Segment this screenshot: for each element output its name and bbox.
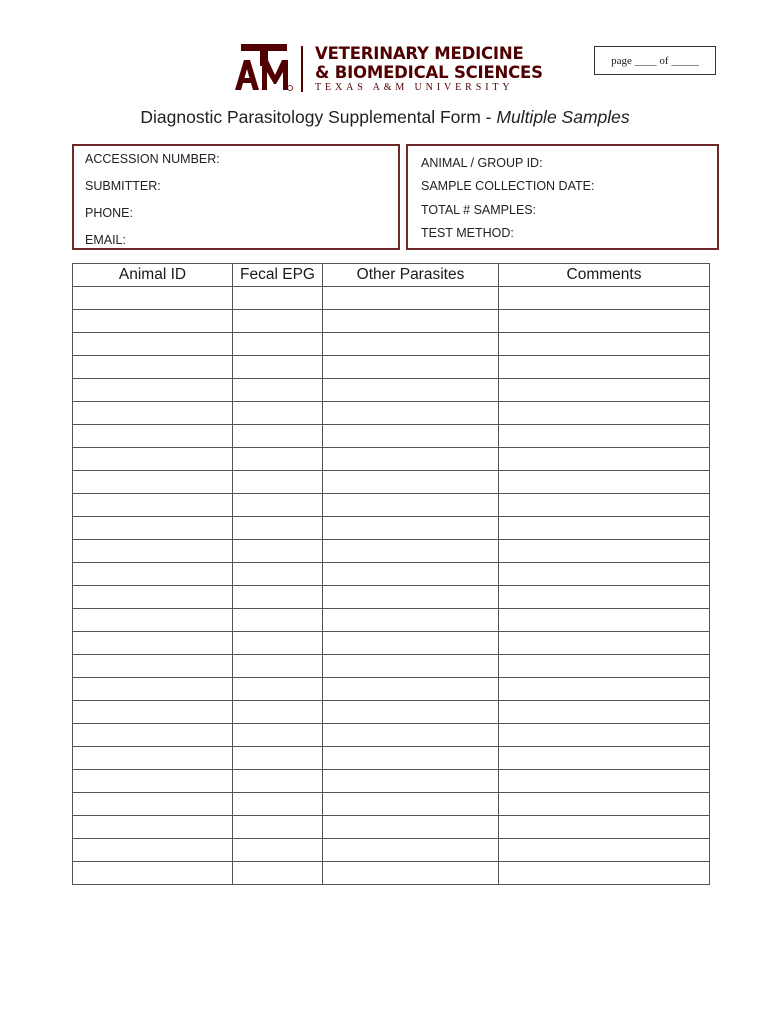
other-parasites-cell[interactable] — [323, 609, 499, 632]
other-parasites-cell[interactable] — [323, 747, 499, 770]
logo-line-3: TEXAS A&M UNIVERSITY — [315, 82, 514, 93]
fecal-epg-cell[interactable] — [233, 402, 323, 425]
logo-line-1: VETERINARY MEDICINE — [315, 44, 524, 63]
comments-cell[interactable] — [499, 701, 710, 724]
other-parasites-cell[interactable] — [323, 563, 499, 586]
fecal-epg-cell[interactable] — [233, 448, 323, 471]
animal-id-cell[interactable] — [73, 425, 233, 448]
comments-cell[interactable] — [499, 310, 710, 333]
table-header-row — [73, 264, 710, 287]
fecal-epg-cell[interactable] — [233, 770, 323, 793]
animal-id-cell[interactable] — [73, 609, 233, 632]
table-row — [73, 310, 710, 333]
comments-cell[interactable] — [499, 747, 710, 770]
comments-cell[interactable] — [499, 839, 710, 862]
table-row — [73, 839, 710, 862]
test-method-field[interactable]: TEST METHOD: — [421, 226, 514, 240]
other-parasites-cell[interactable] — [323, 287, 499, 310]
comments-cell[interactable] — [499, 471, 710, 494]
other-parasites-cell[interactable] — [323, 356, 499, 379]
form-title-emphasis: Multiple Samples — [496, 107, 630, 127]
fecal-epg-cell[interactable] — [233, 517, 323, 540]
other-parasites-cell[interactable] — [323, 517, 499, 540]
animal-id-cell[interactable] — [73, 540, 233, 563]
fecal-epg-cell[interactable] — [233, 563, 323, 586]
fecal-epg-cell[interactable] — [233, 816, 323, 839]
fecal-epg-cell[interactable] — [233, 632, 323, 655]
fecal-epg-cell[interactable] — [233, 839, 323, 862]
other-parasites-cell[interactable] — [323, 586, 499, 609]
fecal-epg-cell[interactable] — [233, 586, 323, 609]
comments-cell[interactable] — [499, 678, 710, 701]
atm-logo-icon — [235, 44, 293, 92]
fecal-epg-cell[interactable] — [233, 747, 323, 770]
table-row — [73, 747, 710, 770]
other-parasites-cell[interactable] — [323, 724, 499, 747]
table-row — [73, 333, 710, 356]
comments-cell[interactable] — [499, 425, 710, 448]
total-samples-field[interactable]: TOTAL # SAMPLES: — [421, 203, 537, 217]
animal-id-cell[interactable] — [73, 563, 233, 586]
column-header-fecal-epg: Fecal EPG — [233, 264, 323, 287]
accession-number-field[interactable]: ACCESSION NUMBER: — [85, 152, 220, 166]
comments-cell[interactable] — [499, 287, 710, 310]
fecal-epg-cell[interactable] — [233, 310, 323, 333]
animal-id-cell[interactable] — [73, 356, 233, 379]
table-row — [73, 701, 710, 724]
comments-cell[interactable] — [499, 632, 710, 655]
animal-id-cell[interactable] — [73, 678, 233, 701]
animal-id-cell[interactable] — [73, 747, 233, 770]
other-parasites-cell[interactable] — [323, 310, 499, 333]
other-parasites-cell[interactable] — [323, 494, 499, 517]
animal-id-cell[interactable] — [73, 862, 233, 885]
table-row — [73, 517, 710, 540]
other-parasites-cell[interactable] — [323, 678, 499, 701]
comments-cell[interactable] — [499, 770, 710, 793]
table-row — [73, 287, 710, 310]
other-parasites-cell[interactable] — [323, 379, 499, 402]
logo-divider — [301, 46, 303, 92]
table-row — [73, 586, 710, 609]
table-row — [73, 563, 710, 586]
phone-field[interactable]: PHONE: — [85, 206, 133, 220]
animal-id-cell[interactable] — [73, 655, 233, 678]
other-parasites-cell[interactable] — [323, 540, 499, 563]
animal-id-cell[interactable] — [73, 333, 233, 356]
animal-id-cell[interactable] — [73, 471, 233, 494]
animal-id-cell[interactable] — [73, 586, 233, 609]
comments-cell[interactable] — [499, 586, 710, 609]
table-row — [73, 862, 710, 885]
animal-id-cell[interactable] — [73, 287, 233, 310]
other-parasites-cell[interactable] — [323, 770, 499, 793]
column-header-comments: Comments — [499, 264, 710, 287]
fecal-epg-cell[interactable] — [233, 356, 323, 379]
fecal-epg-cell[interactable] — [233, 793, 323, 816]
sample-info-box — [406, 144, 719, 250]
fecal-epg-cell[interactable] — [233, 701, 323, 724]
comments-cell[interactable] — [499, 517, 710, 540]
form-title — [0, 107, 770, 128]
animal-id-cell[interactable] — [73, 770, 233, 793]
animal-group-id-field[interactable]: ANIMAL / GROUP ID: — [421, 156, 543, 170]
fecal-epg-cell[interactable] — [233, 494, 323, 517]
animal-id-cell[interactable] — [73, 816, 233, 839]
comments-cell[interactable] — [499, 655, 710, 678]
fecal-epg-cell[interactable] — [233, 862, 323, 885]
submitter-info-box — [72, 144, 400, 250]
other-parasites-cell[interactable] — [323, 632, 499, 655]
table-row — [73, 448, 710, 471]
other-parasites-cell[interactable] — [323, 333, 499, 356]
table-row — [73, 632, 710, 655]
fecal-epg-cell[interactable] — [233, 678, 323, 701]
other-parasites-cell[interactable] — [323, 816, 499, 839]
comments-cell[interactable] — [499, 402, 710, 425]
animal-id-cell[interactable] — [73, 632, 233, 655]
animal-id-cell[interactable] — [73, 402, 233, 425]
submitter-field[interactable]: SUBMITTER: — [85, 179, 161, 193]
comments-cell[interactable] — [499, 333, 710, 356]
column-header-other-parasites: Other Parasites — [323, 264, 499, 287]
email-field[interactable]: EMAIL: — [85, 233, 126, 247]
logo-line-2: & BIOMEDICAL SCIENCES — [315, 63, 543, 82]
table-row — [73, 678, 710, 701]
other-parasites-cell[interactable] — [323, 402, 499, 425]
fecal-epg-cell[interactable] — [233, 540, 323, 563]
animal-id-cell[interactable] — [73, 310, 233, 333]
comments-cell[interactable] — [499, 540, 710, 563]
other-parasites-cell[interactable] — [323, 655, 499, 678]
animal-id-cell[interactable] — [73, 839, 233, 862]
comments-cell[interactable] — [499, 356, 710, 379]
samples-table — [72, 263, 710, 885]
comments-cell[interactable] — [499, 379, 710, 402]
fecal-epg-cell[interactable] — [233, 379, 323, 402]
other-parasites-cell[interactable] — [323, 839, 499, 862]
animal-id-cell[interactable] — [73, 701, 233, 724]
other-parasites-cell[interactable] — [323, 793, 499, 816]
other-parasites-cell[interactable] — [323, 448, 499, 471]
fecal-epg-cell[interactable] — [233, 471, 323, 494]
tamu-vet-logo — [235, 44, 543, 94]
table-row — [73, 379, 710, 402]
table-row — [73, 494, 710, 517]
comments-cell[interactable] — [499, 563, 710, 586]
table-row — [73, 425, 710, 448]
animal-id-cell[interactable] — [73, 517, 233, 540]
table-row — [73, 770, 710, 793]
other-parasites-cell[interactable] — [323, 471, 499, 494]
fecal-epg-cell[interactable] — [233, 425, 323, 448]
fecal-epg-cell[interactable] — [233, 333, 323, 356]
fecal-epg-cell[interactable] — [233, 609, 323, 632]
comments-cell[interactable] — [499, 816, 710, 839]
comments-cell[interactable] — [499, 609, 710, 632]
comments-cell[interactable] — [499, 494, 710, 517]
form-title-main: Diagnostic Parasitology Supplemental Form - — [140, 107, 497, 127]
animal-id-cell[interactable] — [73, 724, 233, 747]
table-row — [73, 609, 710, 632]
animal-id-cell[interactable] — [73, 379, 233, 402]
other-parasites-cell[interactable] — [323, 701, 499, 724]
fecal-epg-cell[interactable] — [233, 287, 323, 310]
table-row — [73, 356, 710, 379]
comments-cell[interactable] — [499, 793, 710, 816]
comments-cell[interactable] — [499, 448, 710, 471]
comments-cell[interactable] — [499, 724, 710, 747]
other-parasites-cell[interactable] — [323, 425, 499, 448]
table-row — [73, 471, 710, 494]
samples-table-body — [73, 287, 710, 885]
fecal-epg-cell[interactable] — [233, 724, 323, 747]
sample-collection-date-field[interactable]: SAMPLE COLLECTION DATE: — [421, 179, 595, 193]
table-row — [73, 793, 710, 816]
comments-cell[interactable] — [499, 862, 710, 885]
animal-id-cell[interactable] — [73, 494, 233, 517]
table-row — [73, 540, 710, 563]
page-counter[interactable]: page ____ of _____ — [594, 46, 716, 75]
animal-id-cell[interactable] — [73, 448, 233, 471]
animal-id-cell[interactable] — [73, 793, 233, 816]
table-row — [73, 655, 710, 678]
table-row — [73, 816, 710, 839]
other-parasites-cell[interactable] — [323, 862, 499, 885]
table-row — [73, 724, 710, 747]
column-header-animal-id: Animal ID — [73, 264, 233, 287]
table-row — [73, 402, 710, 425]
fecal-epg-cell[interactable] — [233, 655, 323, 678]
